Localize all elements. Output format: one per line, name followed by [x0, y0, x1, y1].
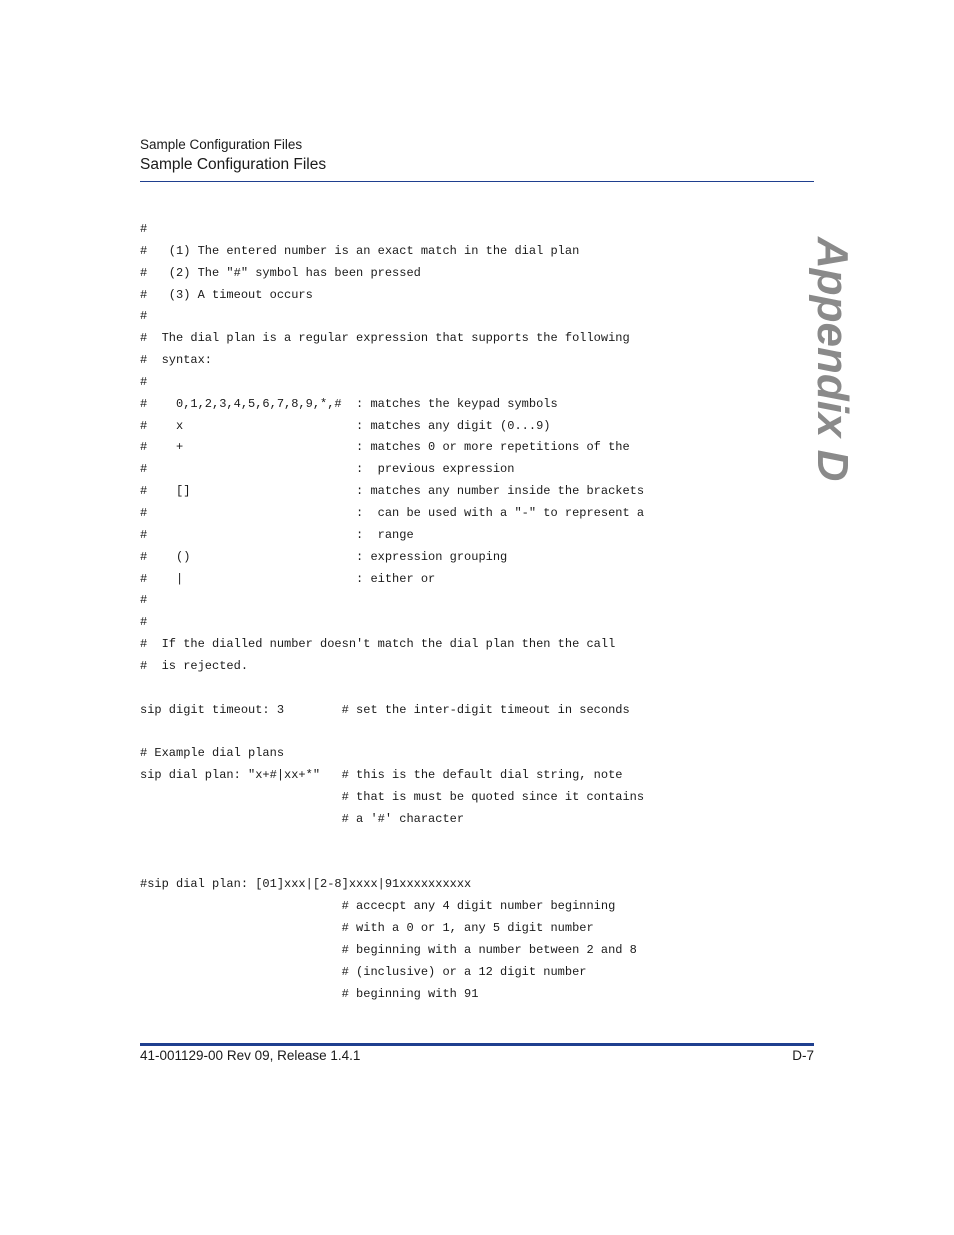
- code-line: # beginning with 91: [140, 986, 479, 1001]
- code-line: # beginning with a number between 2 and 8: [140, 942, 637, 957]
- code-line: # (2) The "#" symbol has been pressed: [140, 265, 421, 280]
- code-line: # + : matches 0 or more repetitions of the: [140, 440, 630, 455]
- code-line: # accecpt any 4 digit number beginning: [140, 899, 616, 914]
- footer-document-id: 41-001129-00 Rev 09, Release 1.4.1: [140, 1048, 361, 1063]
- code-line: # (inclusive) or a 12 digit number: [140, 964, 587, 979]
- code-line: # (1) The entered number is an exact match in the dial plan: [140, 243, 580, 258]
- footer-page-number: D-7: [792, 1048, 814, 1063]
- running-header-section-title: Sample Configuration Files: [140, 156, 327, 173]
- code-line: # syntax:: [140, 353, 213, 368]
- code-line: # [] : matches any number inside the brackets: [140, 484, 645, 499]
- code-line: # 0,1,2,3,4,5,6,7,8,9,*,# : matches the keypad symbols: [140, 396, 558, 411]
- code-line: #sip dial plan: [01]xxx|[2-8]xxxx|91xxxxxxxxxx: [140, 877, 472, 892]
- header-divider: [140, 181, 814, 182]
- code-line: [140, 721, 644, 743]
- code-line: # x : matches any digit (0...9): [140, 418, 551, 433]
- code-line: #: [140, 374, 148, 389]
- code-line: [140, 852, 644, 874]
- code-line: # : range: [140, 527, 414, 542]
- code-line: sip digit timeout: 3 # set the inter-digit timeout in seconds: [140, 702, 630, 717]
- config-code-block: [140, 219, 644, 1005]
- code-line: # () : expression grouping: [140, 549, 508, 564]
- footer-divider: [140, 1043, 814, 1046]
- code-line: # : can be used with a "-" to represent a: [140, 505, 645, 520]
- code-line: # is rejected.: [140, 658, 249, 673]
- code-line: # that is must be quoted since it contains: [140, 789, 645, 804]
- code-line: # If the dialled number doesn't match the dial plan then the call: [140, 637, 616, 652]
- running-header-chapter: Sample Configuration Files: [140, 137, 303, 152]
- code-line: [140, 678, 644, 700]
- code-line: #: [140, 222, 148, 236]
- code-line: #: [140, 309, 148, 324]
- code-line: # a '#' character: [140, 811, 465, 826]
- code-line: # (3) A timeout occurs: [140, 287, 313, 302]
- code-line: # with a 0 or 1, any 5 digit number: [140, 921, 594, 935]
- code-line: # : previous expression: [140, 462, 515, 477]
- appendix-side-tab: Appendix D: [808, 237, 857, 482]
- code-line: # The dial plan is a regular expression that supports the following: [140, 331, 630, 346]
- code-line: #: [140, 593, 148, 608]
- code-line: # | : either or: [140, 571, 436, 586]
- code-line: #: [140, 615, 148, 630]
- code-line: # Example dial plans: [140, 746, 285, 761]
- code-line: sip dial plan: "x+#|xx+*" # this is the default dial string, note: [140, 768, 623, 783]
- code-line: [140, 831, 644, 853]
